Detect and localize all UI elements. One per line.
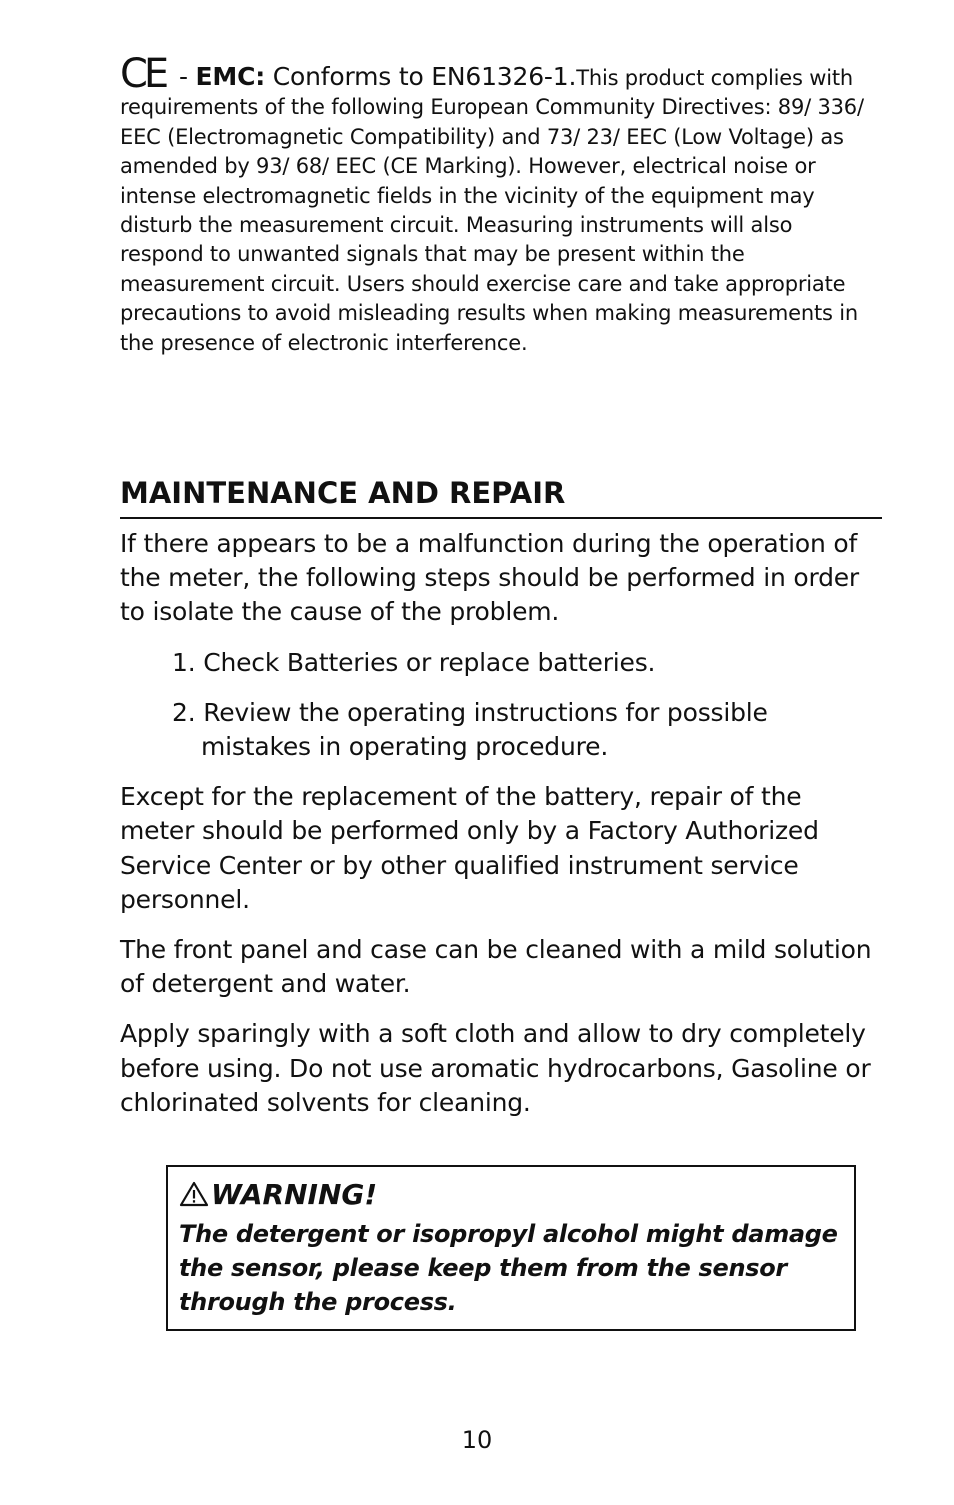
steps-list	[120, 646, 882, 765]
warning-heading	[179, 1175, 844, 1215]
section-title: MAINTENANCE AND REPAIR	[120, 475, 882, 519]
step-item-2: 2. Review the operating instructions for possible mistakes in operating procedure.	[172, 697, 768, 762]
page-content	[120, 51, 882, 1316]
step-item-1: 1. Check Batteries or replace batteries.	[172, 647, 656, 677]
ce-mark-logo: CE	[120, 51, 166, 97]
warning-box	[166, 1165, 856, 1331]
maintenance-body	[120, 527, 882, 1136]
apply-paragraph: Apply sparingly with a soft cloth and allow to dry completely before using. Do not use aromatic hydrocarbons, Gasoline or chlorinated solvents for cleaning.	[120, 1019, 871, 1117]
page-number: 10	[461, 1426, 493, 1454]
warning-title: WARNING!	[211, 1178, 378, 1211]
warning-triangle-icon	[179, 1181, 209, 1207]
emc-conforms: Conforms to EN61326-1.	[265, 62, 577, 91]
repair-paragraph: Except for the replacement of the battery, repair of the meter should be performed only by a Factory Authorized Service Center or by other qualified instrument service personnel.	[120, 782, 819, 914]
intro-paragraph: If there appears to be a malfunction during the operation of the meter, the following steps should be performed in order to isolate the cause of the problem.	[120, 529, 860, 627]
emc-paragraph	[120, 51, 882, 358]
emc-label: EMC:	[195, 62, 266, 91]
cleaning-paragraph: The front panel and case can be cleaned with a mild solution of detergent and water.	[120, 935, 872, 999]
warning-text: The detergent or isopropyl alcohol might damage the sensor, please keep them from the sensor through the process.	[179, 1220, 838, 1316]
emc-dash: -	[171, 62, 196, 91]
emc-text: This product complies with requirements of the following European Community Directives: 89/ 336/ EEC (Electromagnetic Compatibility) and 73/ 23/ EEC (Low Voltage) as amended by 93/ 68/ EEC (CE Marking). However, electrical noise or intense electromagnetic fields in the vicinity of the equipment may disturb the measurement circuit. Measuring instruments will also respond to unwanted signals that may be present within the measurement circuit. Users should exercise care and take appropriate precautions to avoid misleading results when making measurements in the presence of electronic interference.	[120, 66, 864, 355]
